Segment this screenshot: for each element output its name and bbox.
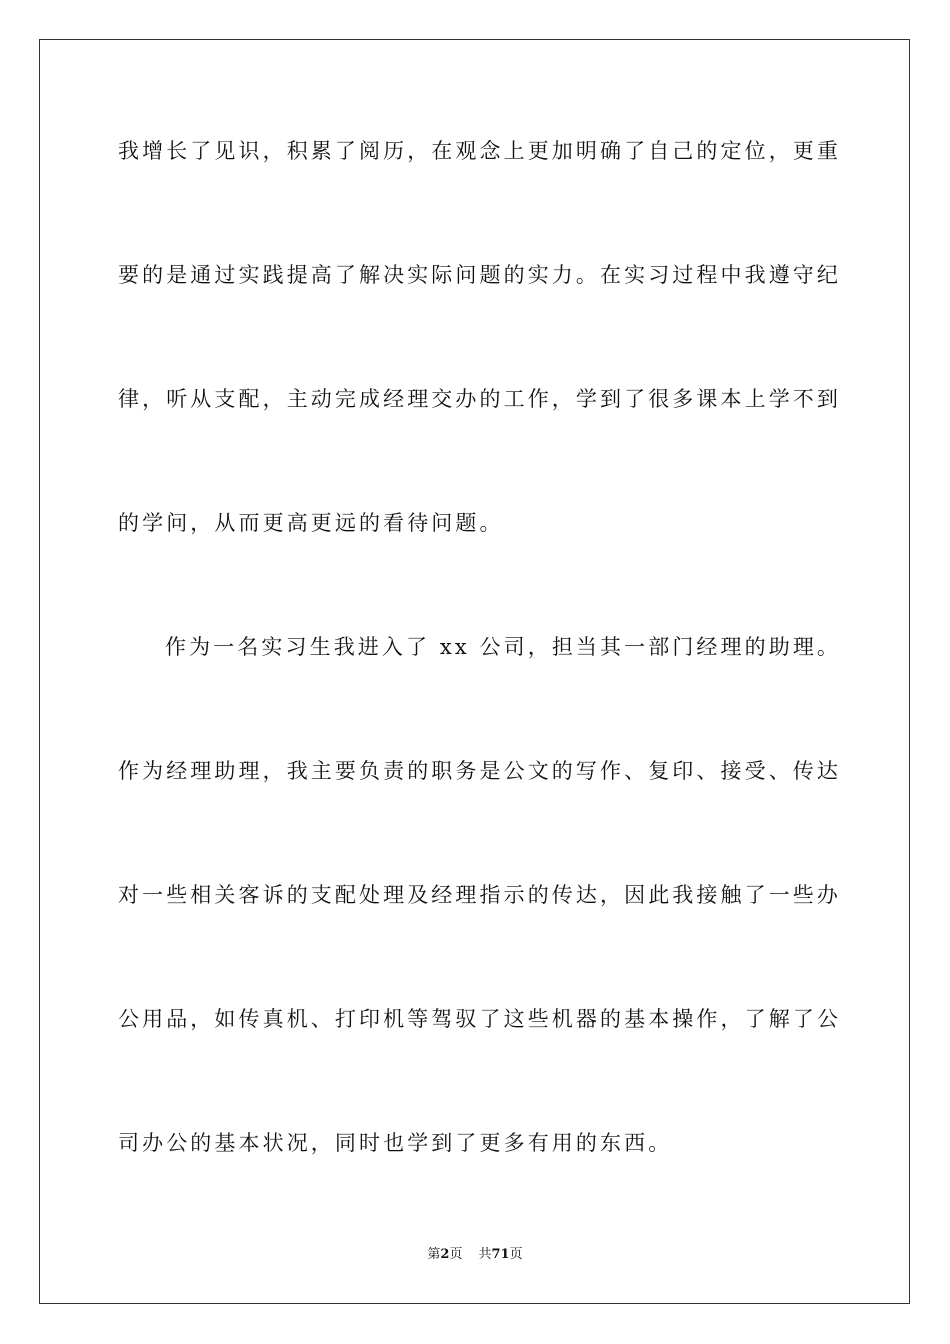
text-line-8: 公用品，如传真机、打印机等驾驭了这些机器的基本操作，了解了公 (118, 1007, 841, 1031)
page-suffix: 页 (449, 1247, 463, 1262)
total-suffix: 页 (509, 1247, 523, 1262)
page-prefix: 第 (427, 1247, 441, 1262)
page-footer (0, 1246, 950, 1264)
page-number: 2 (440, 1247, 450, 1262)
text-line-1: 我增长了见识，积累了阅历，在观念上更加明确了自己的定位，更重 (118, 139, 841, 163)
total-prefix: 共 (478, 1247, 492, 1262)
text-line-3: 律，听从支配，主动完成经理交办的工作，学到了很多课本上学不到 (118, 387, 841, 411)
text-line-6: 作为经理助理，我主要负责的职务是公文的写作、复印、接受、传达 (118, 759, 841, 783)
page-border (39, 39, 910, 1304)
text-line-9: 司办公的基本状况，同时也学到了更多有用的东西。 (118, 1131, 673, 1155)
text-line-5: 作为一名实习生我进入了 xx 公司，担当其一部门经理的助理。 (165, 635, 842, 659)
text-line-4: 的学问，从而更高更远的看待问题。 (118, 511, 504, 535)
text-line-7: 对一些相关客诉的支配处理及经理指示的传达，因此我接触了一些办 (118, 883, 841, 907)
total-pages: 71 (491, 1247, 510, 1262)
text-line-2: 要的是通过实践提高了解决实际问题的实力。在实习过程中我遵守纪 (118, 263, 841, 287)
